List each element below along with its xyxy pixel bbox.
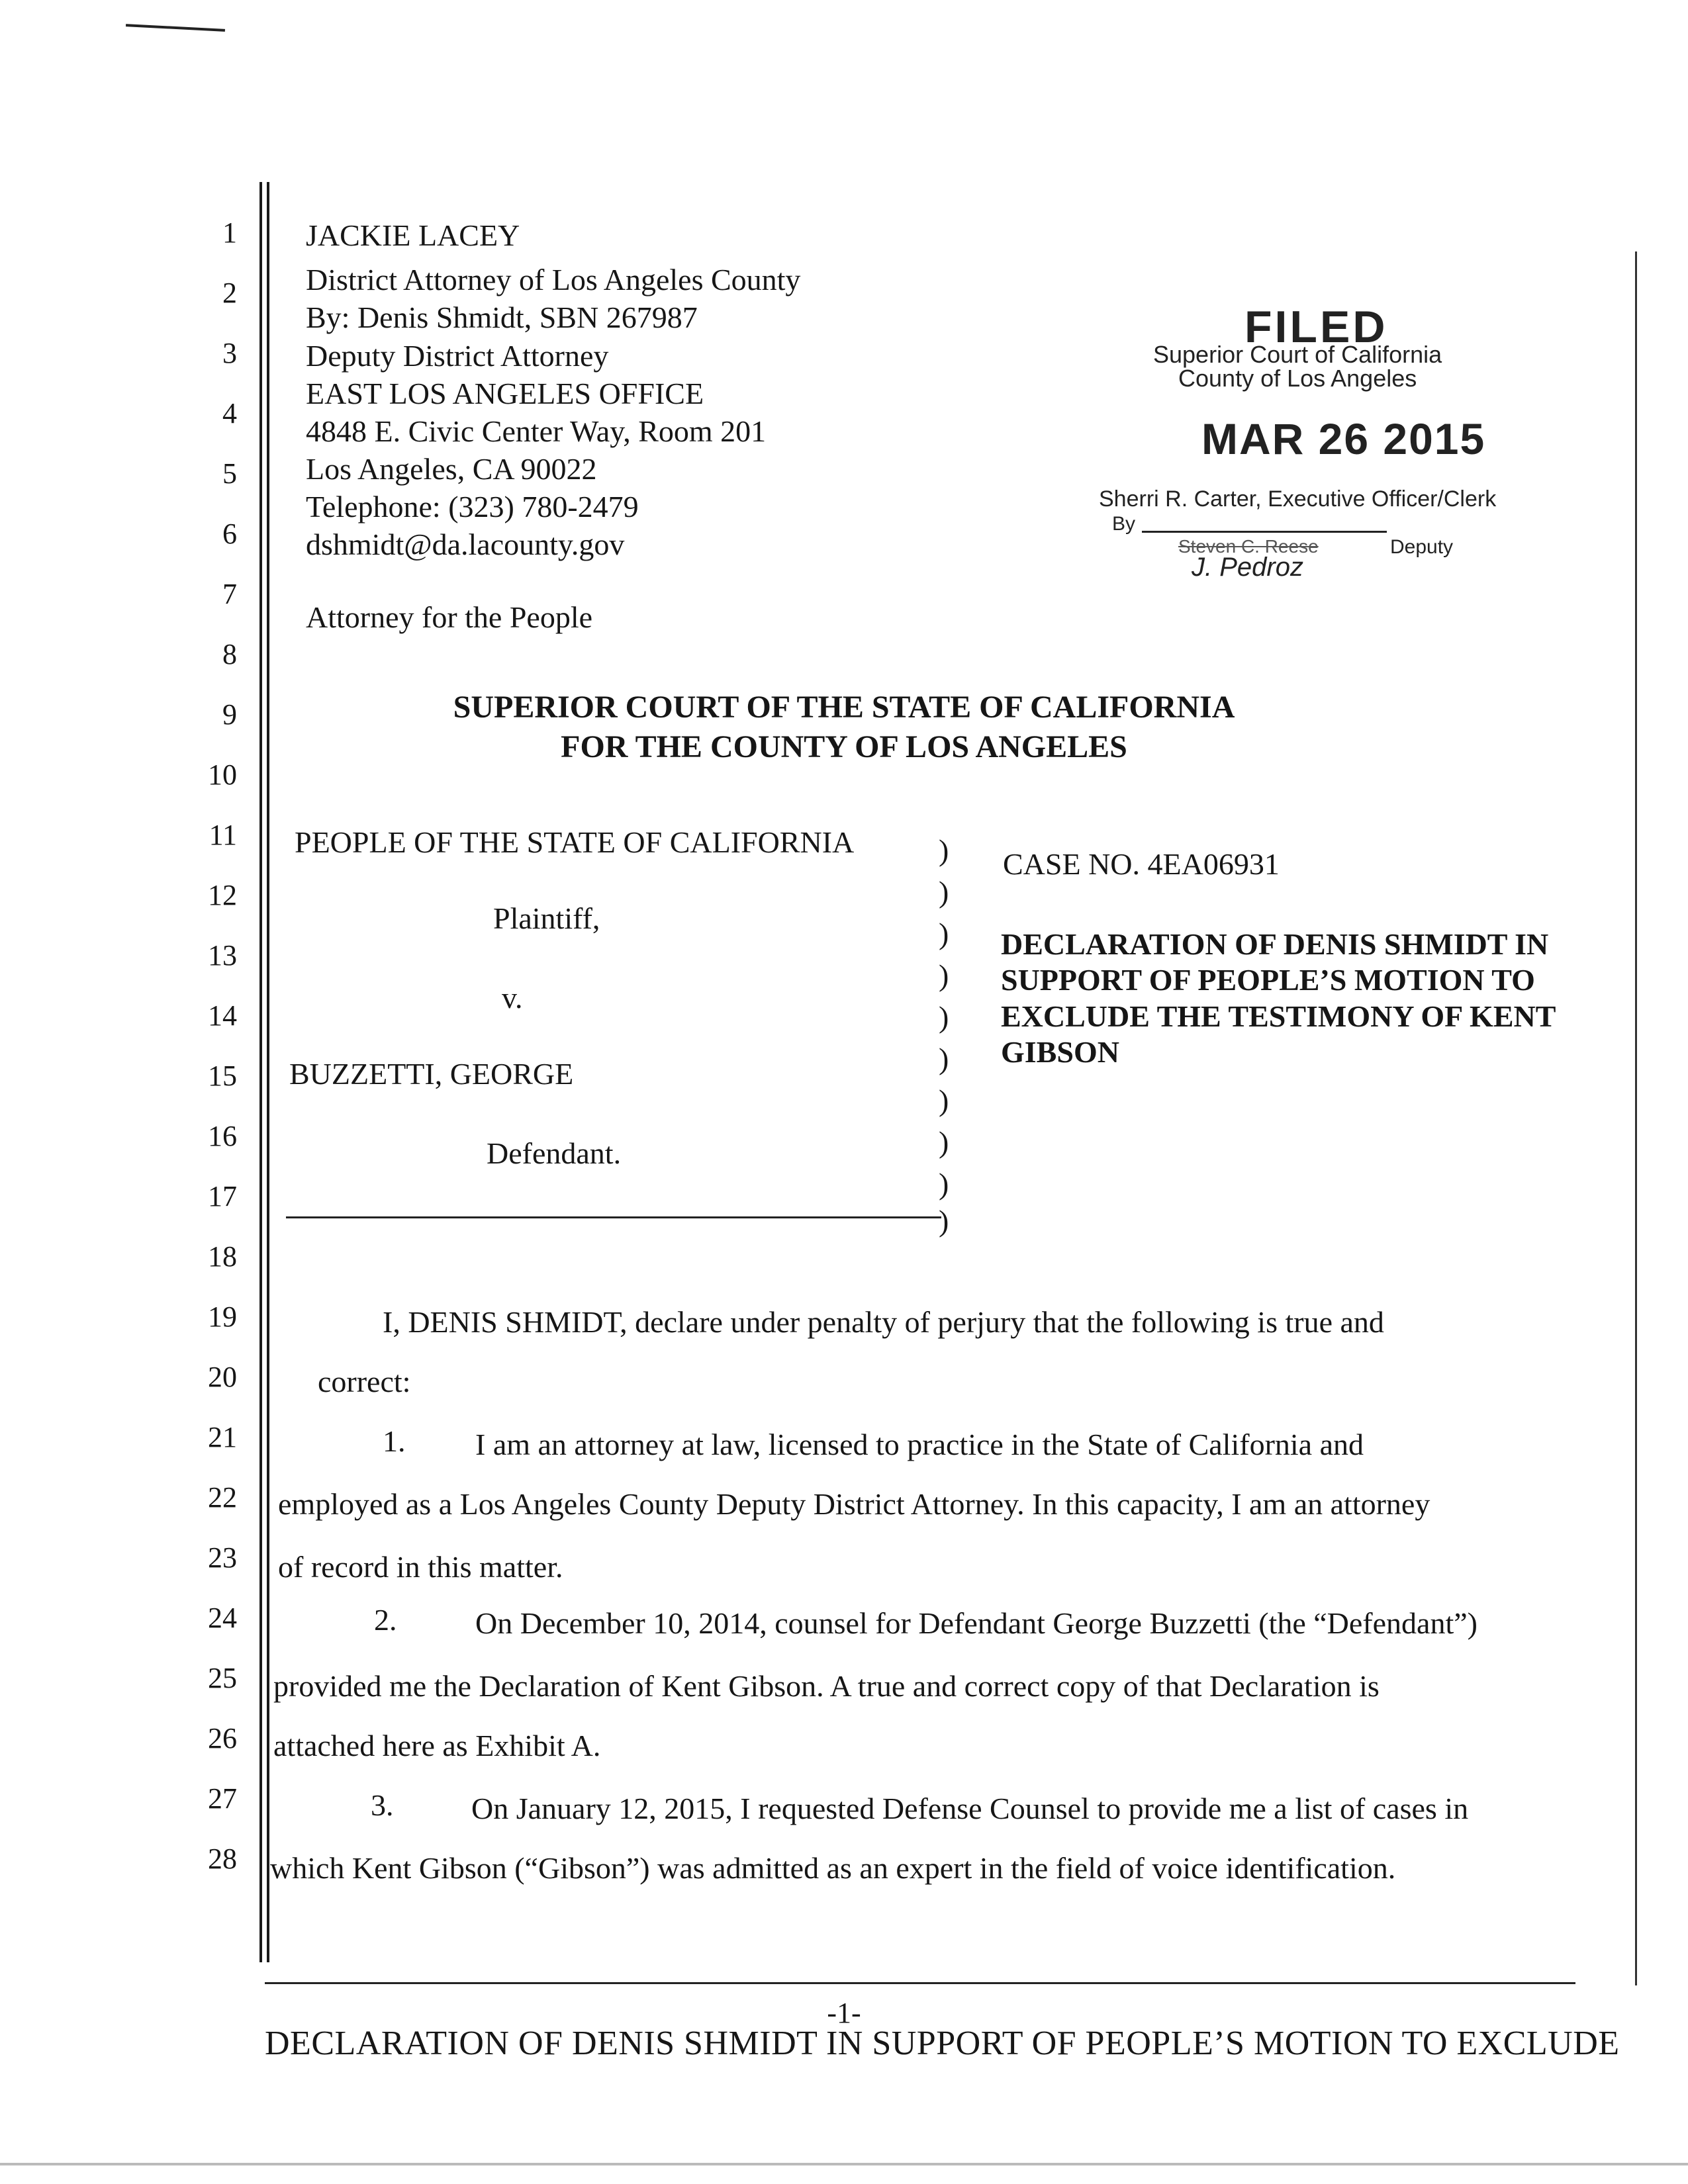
line-number: 20 xyxy=(208,1361,237,1393)
scan-edge xyxy=(0,2163,1688,2165)
caption-paren: ) xyxy=(939,875,949,909)
caption-paren: ) xyxy=(939,833,949,867)
left-margin-rule-inner xyxy=(267,182,269,1962)
line-number: 1 xyxy=(222,216,237,249)
footer-rule xyxy=(265,1982,1575,1984)
attorney-by: By: Denis Shmidt, SBN 267987 xyxy=(306,300,698,334)
line-number: 27 xyxy=(208,1782,237,1815)
versus: v. xyxy=(502,981,523,1015)
paragraph-3-line-1: On January 12, 2015, I requested Defense Counsel to provide me a list of cases in xyxy=(471,1792,1469,1825)
intro-line-2: correct: xyxy=(318,1365,411,1398)
line-number: 9 xyxy=(222,698,237,731)
line-number: 18 xyxy=(208,1240,237,1273)
line-number: 7 xyxy=(222,578,237,610)
line-number: 11 xyxy=(209,819,237,851)
page-number: -1- xyxy=(827,1997,861,2029)
left-margin-rule xyxy=(259,182,262,1962)
intro-line-1: I, DENIS SHMIDT, declare under penalty of perjury that the following is true and xyxy=(383,1305,1384,1339)
caption-paren: ) xyxy=(939,958,949,992)
line-number: 8 xyxy=(222,638,237,670)
court-title-line-1: SUPERIOR COURT OF THE STATE OF CALIFORNIA xyxy=(453,690,1235,725)
line-number: 19 xyxy=(208,1300,237,1333)
paragraph-1-line-1: I am an attorney at law, licensed to practice in the State of California and xyxy=(475,1428,1364,1461)
line-number: 23 xyxy=(208,1541,237,1574)
caption-paren: ) xyxy=(939,1000,949,1034)
line-number: 21 xyxy=(208,1421,237,1453)
defendant-name: BUZZETTI, GEORGE xyxy=(289,1057,574,1091)
attorney-name: JACKIE LACEY xyxy=(306,218,520,252)
stamp-signature: J. Pedroz xyxy=(1192,553,1303,582)
paragraph-2-line-1: On December 10, 2014, counsel for Defendant George Buzzetti (the “Defendant”) xyxy=(475,1606,1477,1640)
line-number: 22 xyxy=(208,1481,237,1514)
stamp-clerk: Sherri R. Carter, Executive Officer/Clerk xyxy=(1099,486,1497,512)
attorney-title: District Attorney of Los Angeles County xyxy=(306,263,801,296)
attorney-phone: Telephone: (323) 780-2479 xyxy=(306,490,639,523)
right-margin-rule xyxy=(1635,251,1637,1985)
line-number: 2 xyxy=(222,277,237,309)
caption-paren: ) xyxy=(939,1204,949,1238)
stamp-court-line-2: County of Los Angeles xyxy=(1178,365,1417,392)
line-number: 17 xyxy=(208,1180,237,1212)
line-number: 6 xyxy=(222,518,237,550)
attorney-office: EAST LOS ANGELES OFFICE xyxy=(306,377,704,410)
line-number: 3 xyxy=(222,337,237,369)
paragraph-1-line-2: employed as a Los Angeles County Deputy District Attorney. In this capacity, I am an attorney xyxy=(278,1487,1430,1521)
caption-paren: ) xyxy=(939,1042,949,1075)
case-number: CASE NO. 4EA06931 xyxy=(1003,847,1280,881)
plaintiff-name: PEOPLE OF THE STATE OF CALIFORNIA xyxy=(295,825,855,859)
stamp-date: MAR 26 2015 xyxy=(1201,414,1486,463)
scan-mark xyxy=(126,24,225,32)
line-number: 12 xyxy=(208,879,237,911)
line-number: 5 xyxy=(222,457,237,490)
caption-rule xyxy=(286,1216,941,1218)
caption-paren: ) xyxy=(939,917,949,950)
court-title-line-2: FOR THE COUNTY OF LOS ANGELES xyxy=(561,729,1127,764)
paragraph-3-line-2: which Kent Gibson (“Gibson”) was admitted as an expert in the field of voice identification. xyxy=(270,1851,1396,1885)
attorney-address-1: 4848 E. Civic Center Way, Room 201 xyxy=(306,414,767,448)
footer-title: DECLARATION OF DENIS SHMIDT IN SUPPORT OF PEOPLE’S MOTION TO EXCLUDE xyxy=(265,2025,1620,2062)
line-number: 14 xyxy=(208,999,237,1032)
attorney-address-2: Los Angeles, CA 90022 xyxy=(306,452,597,486)
attorney-email: dshmidt@da.lacounty.gov xyxy=(306,527,625,561)
line-number: 4 xyxy=(222,397,237,430)
attorney-role: Deputy District Attorney xyxy=(306,339,609,373)
paragraph-1-number: 1. xyxy=(383,1424,406,1458)
line-number: 13 xyxy=(208,939,237,972)
paragraph-2-line-2: provided me the Declaration of Kent Gibson. A true and correct copy of that Declaration is xyxy=(273,1669,1380,1703)
plaintiff-label: Plaintiff, xyxy=(493,901,600,935)
line-number: 10 xyxy=(208,758,237,791)
line-number: 26 xyxy=(208,1722,237,1754)
defendant-label: Defendant. xyxy=(487,1136,622,1170)
attorney-for: Attorney for the People xyxy=(306,600,593,634)
line-number: 16 xyxy=(208,1120,237,1152)
caption-paren: ) xyxy=(939,1083,949,1117)
stamp-deputy: Deputy xyxy=(1390,536,1454,558)
line-number: 15 xyxy=(208,1060,237,1092)
stamp-filed-label: FILED xyxy=(1244,302,1388,352)
paragraph-1-line-3: of record in this matter. xyxy=(278,1550,563,1584)
line-number: 24 xyxy=(208,1602,237,1634)
document-title: DECLARATION OF DENIS SHMIDT IN SUPPORT OF PEOPLE’S MOTION TO EXCLUDE THE TESTIMONY OF KENT GIBSON xyxy=(1001,927,1556,1069)
stamp-court-line-1: Superior Court of California xyxy=(1153,341,1442,368)
stamp-by: By xyxy=(1112,513,1136,535)
paragraph-3-number: 3. xyxy=(371,1788,394,1822)
filed-stamp xyxy=(1099,301,1536,612)
line-number: 28 xyxy=(208,1843,237,1875)
stamp-signature-line xyxy=(1142,531,1387,533)
line-number: 25 xyxy=(208,1662,237,1694)
paragraph-2-number: 2. xyxy=(374,1603,397,1637)
stamp-struck-name: Steven C. Reese xyxy=(1178,536,1319,557)
caption-paren: ) xyxy=(939,1167,949,1201)
caption-paren: ) xyxy=(939,1125,949,1159)
paragraph-2-line-3: attached here as Exhibit A. xyxy=(273,1729,601,1762)
